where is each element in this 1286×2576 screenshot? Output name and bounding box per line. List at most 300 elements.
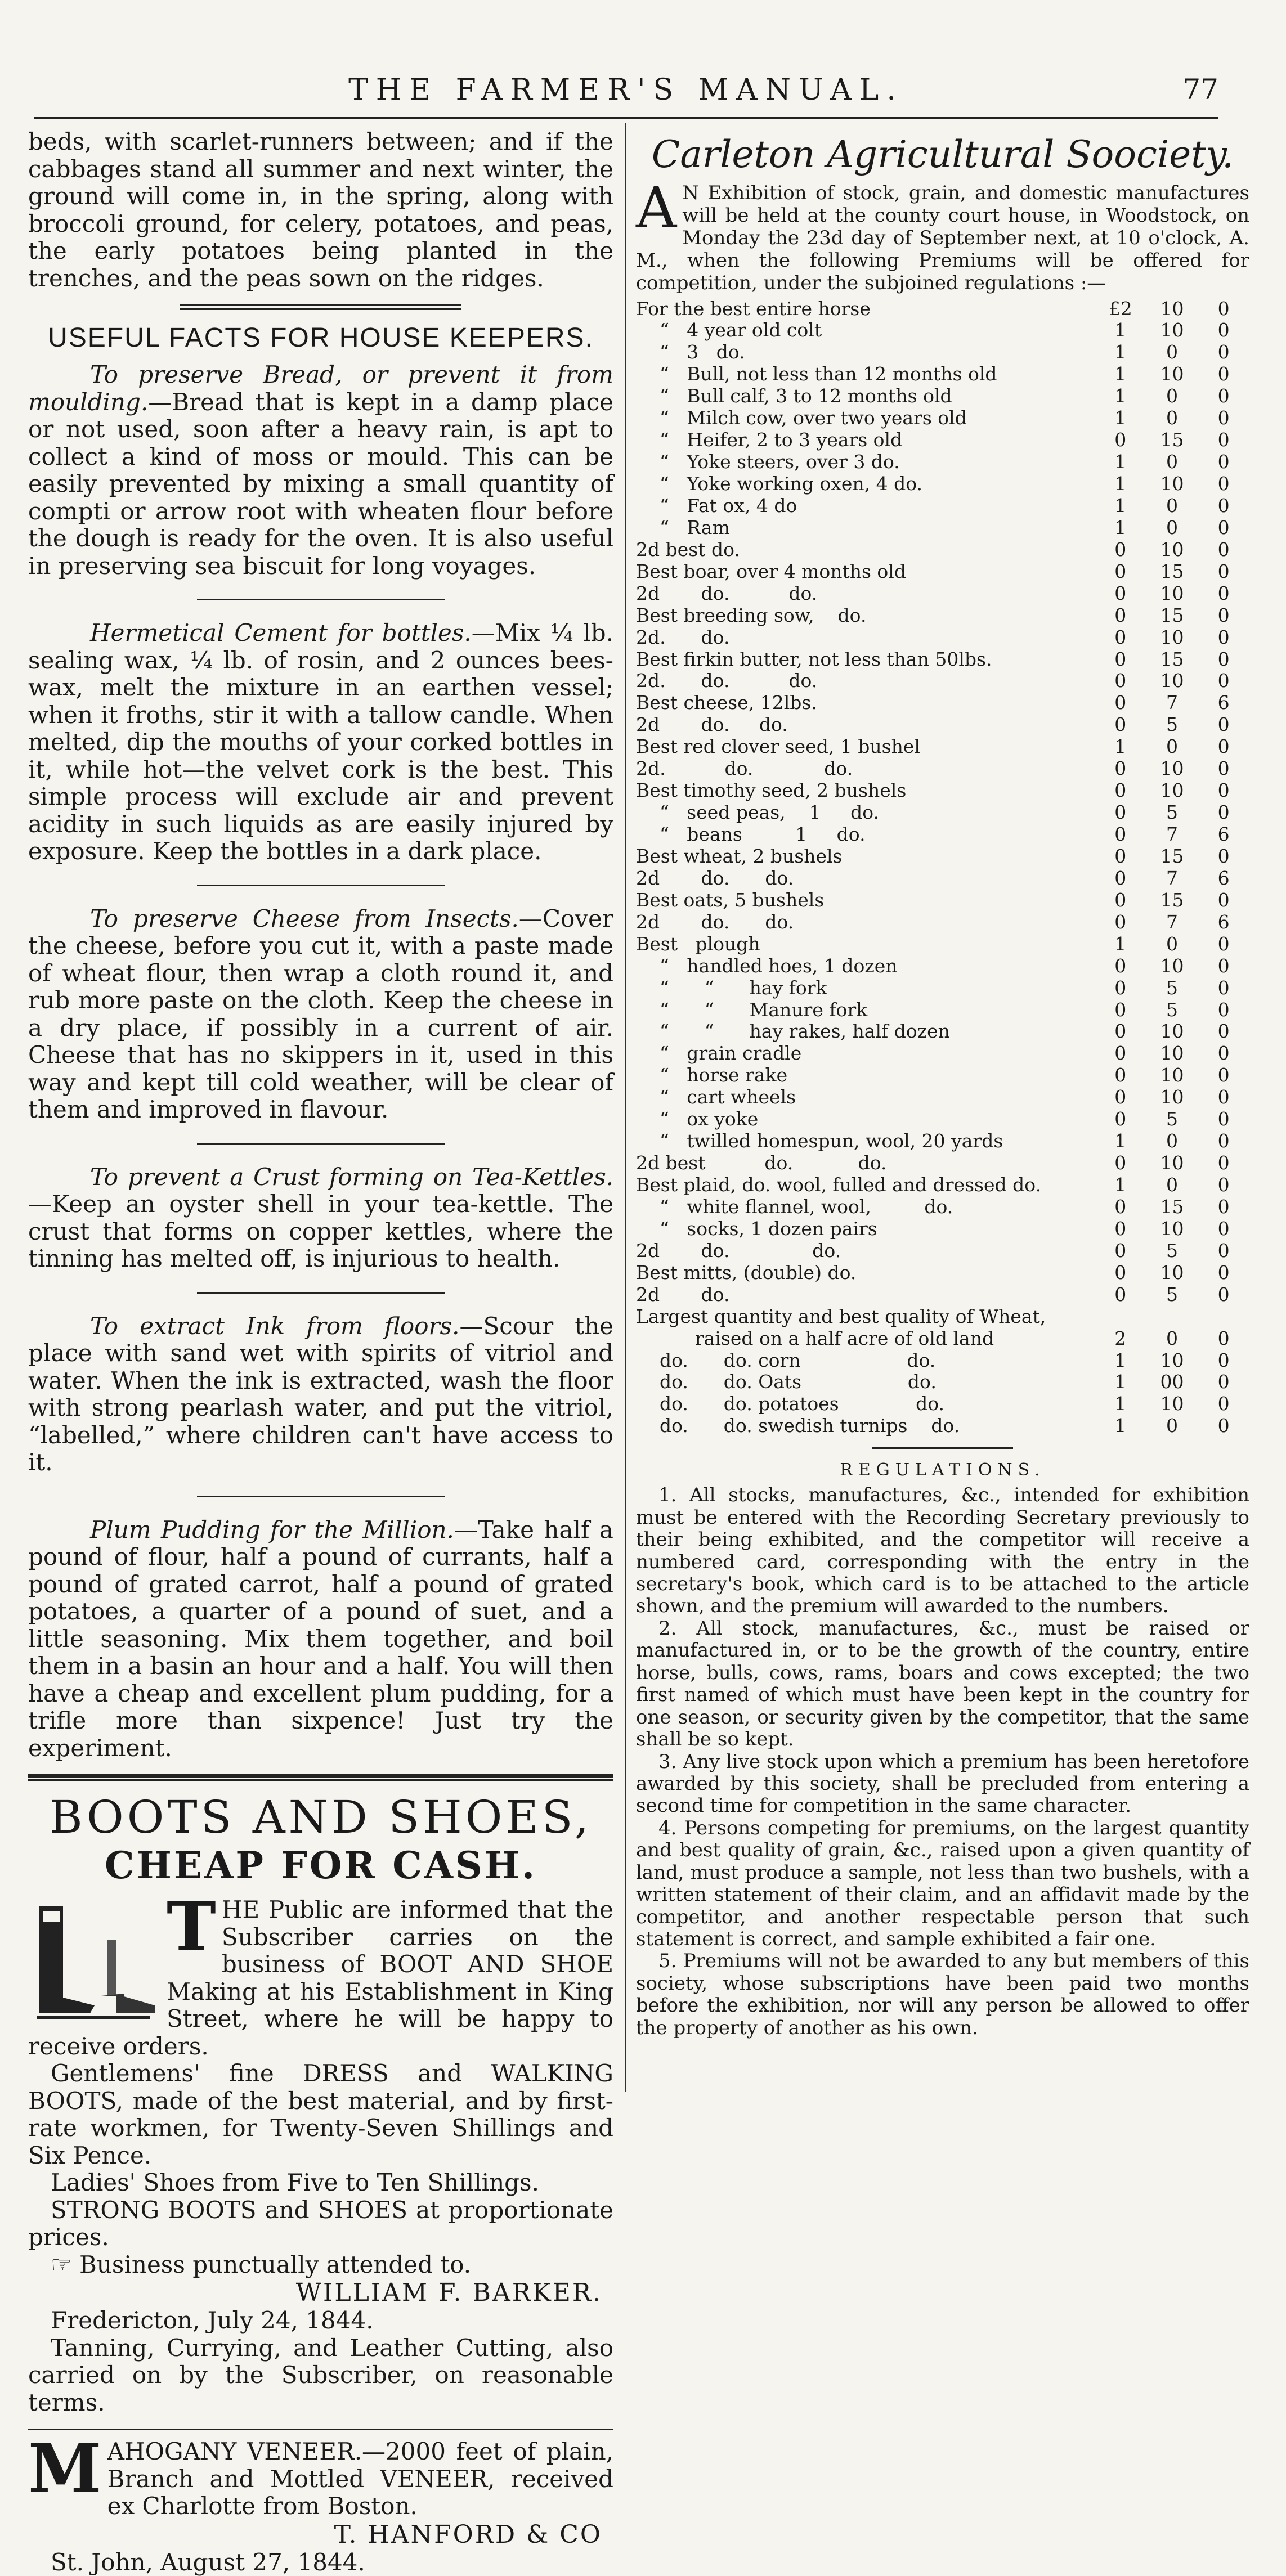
ink-text: —Scour the place with sand wet with spirits of vitriol and water. When the ink is extracted, wash the floor with strong pearlash water, and put the vitriol, “labelled,” where children can't have access to it. xyxy=(28,1312,613,1477)
premium-item: 2d do. xyxy=(636,1284,1095,1306)
premium-row xyxy=(636,451,1249,473)
regulation-item: 1. All stocks, manufactures, &c., intended for exhibition must be entered with the Recording Secretary previously to their being exhibited, and the competitor will receive a numbered card, corresponding with the entry in the secretary's book, which card is to be attached to the article shown, and the premium will awarded to the numbers. xyxy=(636,1484,1249,1618)
premium-item: “ Yoke steers, over 3 do. xyxy=(636,451,1095,473)
premium-pence: 0 xyxy=(1198,539,1249,561)
premium-row xyxy=(636,1415,1249,1437)
premium-pounds: 0 xyxy=(1095,1218,1146,1240)
premium-pounds: 0 xyxy=(1095,1240,1146,1262)
premium-pence: 0 xyxy=(1198,1393,1249,1415)
premium-row xyxy=(636,999,1249,1021)
premium-item: “ Bull calf, 3 to 12 months old xyxy=(636,385,1095,407)
premium-shillings: 0 xyxy=(1146,407,1198,429)
premium-row xyxy=(636,320,1249,342)
premium-shillings: 5 xyxy=(1146,1284,1198,1306)
premium-item: 2d. do. xyxy=(636,627,1095,649)
premium-row xyxy=(636,670,1249,692)
premium-item: 2d do. do. xyxy=(636,583,1095,605)
premium-item: “ Bull, not less than 12 months old xyxy=(636,363,1095,385)
advert-divider xyxy=(28,1774,613,1781)
premium-pence: 0 xyxy=(1198,429,1249,451)
premium-row xyxy=(636,890,1249,912)
premium-pence: 0 xyxy=(1198,934,1249,955)
premium-pounds: 1 xyxy=(1095,385,1146,407)
premium-row xyxy=(636,934,1249,955)
premium-pounds: 0 xyxy=(1095,539,1146,561)
veneer-dropcap: M xyxy=(28,2440,102,2497)
premium-pence: 0 xyxy=(1198,451,1249,473)
cement-text: —Mix ¼ lb. sealing wax, ¼ lb. of rosin, and 2 ounces bees-wax, melt the mixture in an earthen vessel; when it froths, stir it with a tallow candle. When melted, dip the mouths of your corked bottles in it, while hot—the velvet cork is the best. This simple process will exclude air and prevent acidity in such liquids as are easily injured by exposure. Keep the bottles in a dark place. xyxy=(28,619,613,865)
premium-row xyxy=(636,1196,1249,1218)
premium-shillings: 10 xyxy=(1146,1021,1198,1043)
regulations-heading: REGULATIONS. xyxy=(636,1460,1249,1480)
bread-title: To preserve Bread, or prevent it from moulding. xyxy=(28,361,613,416)
premium-item: do. do. swedish turnips do. xyxy=(636,1415,1095,1437)
premium-shillings: 10 xyxy=(1146,1152,1198,1174)
premium-item: “ Fat ox, 4 do xyxy=(636,495,1095,517)
premium-pence: 0 xyxy=(1198,363,1249,385)
premium-row xyxy=(636,1393,1249,1415)
premium-row xyxy=(636,298,1249,320)
premium-pence: 0 xyxy=(1198,1174,1249,1196)
premium-pounds: 0 xyxy=(1095,670,1146,692)
premium-pence: 0 xyxy=(1198,342,1249,363)
regulation-item: 5. Premiums will not be awarded to any but members of this society, whose subscriptions have been paid two months before the exhibition, nor will any person be allowed to offer the property of another as his own. xyxy=(636,1950,1249,2039)
premium-item: Best red clover seed, 1 bushel xyxy=(636,736,1095,758)
premium-pounds: 0 xyxy=(1095,912,1146,934)
premium-pence: 0 xyxy=(1198,320,1249,342)
boots-dropcap: T xyxy=(167,1899,216,1955)
premium-row xyxy=(636,1218,1249,1240)
bread-article xyxy=(28,361,613,580)
premium-pounds: 1 xyxy=(1095,1393,1146,1415)
premium-row xyxy=(636,1262,1249,1284)
premium-pence: 0 xyxy=(1198,517,1249,539)
premium-shillings: 5 xyxy=(1146,1109,1198,1130)
premium-row xyxy=(636,912,1249,934)
premium-pounds: 0 xyxy=(1095,1021,1146,1043)
premium-pence: 0 xyxy=(1198,977,1249,999)
premium-pence: 0 xyxy=(1198,583,1249,605)
premium-shillings: 10 xyxy=(1146,1350,1198,1372)
premium-item: Best breeding sow, do. xyxy=(636,605,1095,627)
premium-item: Best cheese, 12lbs. xyxy=(636,692,1095,714)
premium-pence: 0 xyxy=(1198,1109,1249,1130)
premium-pence: 6 xyxy=(1198,824,1249,846)
boots-business: ☞ Business punctually attended to. xyxy=(28,2251,613,2279)
premium-shillings: 10 xyxy=(1146,1043,1198,1065)
premium-pounds: 0 xyxy=(1095,977,1146,999)
premium-pence: 0 xyxy=(1198,1350,1249,1372)
premium-pence: 0 xyxy=(1198,714,1249,736)
premium-pence: 0 xyxy=(1198,736,1249,758)
premium-shillings: 5 xyxy=(1146,977,1198,999)
left-column xyxy=(28,128,613,2131)
premium-item: 2d. do. do. xyxy=(636,758,1095,780)
premium-pence: 6 xyxy=(1198,692,1249,714)
society-intro xyxy=(636,182,1249,295)
premium-item: “ Milch cow, over two years old xyxy=(636,407,1095,429)
premium-row xyxy=(636,605,1249,627)
premium-item: 2d best do. xyxy=(636,539,1095,561)
premium-row xyxy=(636,1371,1249,1393)
cheese-article xyxy=(28,905,613,1124)
premium-row xyxy=(636,736,1249,758)
premium-row xyxy=(636,517,1249,539)
premium-pounds: 0 xyxy=(1095,714,1146,736)
premium-item: Best plaid, do. wool, fulled and dressed do. xyxy=(636,1174,1095,1196)
premium-item: do. do. Oats do. xyxy=(636,1371,1095,1393)
premium-item: “ “ hay rakes, half dozen xyxy=(636,1021,1095,1043)
premium-item: 2d do. do. xyxy=(636,1240,1095,1262)
premium-shillings: 7 xyxy=(1146,868,1198,890)
premium-pence: 0 xyxy=(1198,802,1249,824)
premium-pounds: 1 xyxy=(1095,451,1146,473)
premium-row xyxy=(636,1306,1249,1328)
premium-pounds: 0 xyxy=(1095,868,1146,890)
premium-pounds: 0 xyxy=(1095,1043,1146,1065)
premium-pounds: 0 xyxy=(1095,1152,1146,1174)
premium-pence: 0 xyxy=(1198,1218,1249,1240)
premium-pence: 0 xyxy=(1198,758,1249,780)
premium-pence: 0 xyxy=(1198,1415,1249,1437)
premium-pounds: 0 xyxy=(1095,824,1146,846)
article-divider xyxy=(197,1292,445,1294)
premium-row xyxy=(636,868,1249,890)
premium-row xyxy=(636,539,1249,561)
section-divider xyxy=(872,1447,1013,1449)
premium-item: 2d best do. do. xyxy=(636,1152,1095,1174)
premium-pence: 6 xyxy=(1198,868,1249,890)
premium-row xyxy=(636,714,1249,736)
premium-shillings: 5 xyxy=(1146,802,1198,824)
premium-pence: 0 xyxy=(1198,473,1249,495)
premium-item: “ 4 year old colt xyxy=(636,320,1095,342)
premium-shillings: 10 xyxy=(1146,1065,1198,1087)
premium-item: do. do. potatoes do. xyxy=(636,1393,1095,1415)
premium-pounds: 0 xyxy=(1095,692,1146,714)
premium-shillings: 10 xyxy=(1146,298,1198,320)
premium-pounds: 1 xyxy=(1095,1371,1146,1393)
premium-item: Best plough xyxy=(636,934,1095,955)
crust-text: —Keep an oyster shell in your tea-kettle. The crust that forms on copper kettles, where the tinning has melted off, is injurious to health. xyxy=(28,1190,613,1272)
premium-pence: 0 xyxy=(1198,890,1249,912)
premium-pounds: 1 xyxy=(1095,320,1146,342)
premium-item: “ “ Manure fork xyxy=(636,999,1095,1021)
premium-pence: 0 xyxy=(1198,627,1249,649)
premium-shillings: 10 xyxy=(1146,1393,1198,1415)
premium-row xyxy=(636,780,1249,802)
premium-pence: 0 xyxy=(1198,385,1249,407)
running-title: THE FARMER'S MANUAL. xyxy=(34,73,1218,107)
premium-pounds: 0 xyxy=(1095,758,1146,780)
boots-dateline: Fredericton, July 24, 1844. xyxy=(28,2307,613,2335)
premium-shillings: 0 xyxy=(1146,1130,1198,1152)
premium-shillings xyxy=(1146,1306,1198,1328)
premium-row xyxy=(636,473,1249,495)
premium-shillings: 0 xyxy=(1146,1328,1198,1350)
premium-pence: 0 xyxy=(1198,999,1249,1021)
premium-pence: 0 xyxy=(1198,1240,1249,1262)
premium-pence: 0 xyxy=(1198,1152,1249,1174)
society-dropcap: A xyxy=(636,185,676,231)
premium-item: “ Ram xyxy=(636,517,1095,539)
ink-article xyxy=(28,1313,613,1477)
boot-illustration-icon xyxy=(28,1901,158,2025)
premium-item: “ 3 do. xyxy=(636,342,1095,363)
premium-pounds: 1 xyxy=(1095,495,1146,517)
premium-item: “ Yoke working oxen, 4 do. xyxy=(636,473,1095,495)
veneer-body xyxy=(28,2438,613,2520)
right-column xyxy=(636,128,1249,2131)
premium-pounds: 0 xyxy=(1095,429,1146,451)
premium-row xyxy=(636,1328,1249,1350)
premium-pounds: 0 xyxy=(1095,999,1146,1021)
premium-row xyxy=(636,758,1249,780)
premium-row xyxy=(636,342,1249,363)
premium-row xyxy=(636,955,1249,977)
premium-row xyxy=(636,1174,1249,1196)
premium-pounds: 0 xyxy=(1095,583,1146,605)
premium-shillings: 7 xyxy=(1146,824,1198,846)
premium-pounds: 0 xyxy=(1095,561,1146,583)
premium-shillings: 0 xyxy=(1146,1415,1198,1437)
cheese-text: —Cover the cheese, before you cut it, with a paste made of wheat flour, then wrap a cloth round it, and rub more paste on the cloth. Keep the cheese in a dry place, if possibly in a current of air. Cheese that has no skippers in it, used in this way and kept till cold weather, will be clear of them and improved in flavour. xyxy=(28,905,613,1124)
page-number: 77 xyxy=(1182,73,1218,106)
premium-shillings: 0 xyxy=(1146,736,1198,758)
premium-row xyxy=(636,1240,1249,1262)
premium-shillings: 15 xyxy=(1146,649,1198,671)
premium-item: “ beans 1 do. xyxy=(636,824,1095,846)
pudding-article xyxy=(28,1516,613,1762)
premium-shillings: 0 xyxy=(1146,451,1198,473)
intro-paragraph: beds, with scarlet-runners between; and if the cabbages stand all summer and next winter, the ground will come in, in the spring, along with broccoli ground, for celery, potatoes, and peas, the early potatoes being planted in the trenches, and the peas sown on the ridges. xyxy=(28,128,613,292)
premium-shillings: 5 xyxy=(1146,714,1198,736)
premium-pence: 0 xyxy=(1198,1284,1249,1306)
premium-pence: 0 xyxy=(1198,1371,1249,1393)
premium-shillings: 15 xyxy=(1146,429,1198,451)
premium-pence: 0 xyxy=(1198,605,1249,627)
premium-item: Best firkin butter, not less than 50lbs. xyxy=(636,649,1095,671)
boots-advertisement xyxy=(28,1791,613,2416)
premium-shillings: 0 xyxy=(1146,342,1198,363)
premium-shillings: 10 xyxy=(1146,670,1198,692)
premium-item: “ “ hay fork xyxy=(636,977,1095,999)
premium-row xyxy=(636,1284,1249,1306)
veneer-dateline: St. John, August 27, 1844. xyxy=(28,2549,613,2576)
premium-item: “ Heifer, 2 to 3 years old xyxy=(636,429,1095,451)
premium-row xyxy=(636,1152,1249,1174)
premium-row xyxy=(636,407,1249,429)
premium-item: “ twilled homespun, wool, 20 yards xyxy=(636,1130,1095,1152)
premium-row xyxy=(636,1130,1249,1152)
premium-shillings: 15 xyxy=(1146,605,1198,627)
premium-pounds: 0 xyxy=(1095,1109,1146,1130)
premium-shillings: 15 xyxy=(1146,890,1198,912)
society-intro-text: N Exhibition of stock, grain, and domestic manufactures will be held at the county court house, in Woodstock, on Monday the 23d day of September next, at 10 o'clock, A. M., when the following Premiums will be offered for competition, under the subjoined regulations :— xyxy=(636,182,1249,294)
premium-shillings: 00 xyxy=(1146,1371,1198,1393)
premium-pounds: 0 xyxy=(1095,649,1146,671)
premium-row xyxy=(636,802,1249,824)
section-divider xyxy=(180,304,461,310)
premium-shillings: 10 xyxy=(1146,955,1198,977)
premium-pounds: 1 xyxy=(1095,934,1146,955)
premium-pounds: 0 xyxy=(1095,1065,1146,1087)
premium-pence: 0 xyxy=(1198,1065,1249,1087)
premium-shillings: 10 xyxy=(1146,1218,1198,1240)
premium-item: “ grain cradle xyxy=(636,1043,1095,1065)
premium-row xyxy=(636,649,1249,671)
premium-shillings: 0 xyxy=(1146,934,1198,955)
premium-pounds: £2 xyxy=(1095,298,1146,320)
premium-item: 2d do. do. xyxy=(636,912,1095,934)
premium-item: “ socks, 1 dozen pairs xyxy=(636,1218,1095,1240)
premium-shillings: 0 xyxy=(1146,1174,1198,1196)
article-divider xyxy=(197,1496,445,1497)
premium-pounds: 1 xyxy=(1095,1130,1146,1152)
veneer-signature: T. HANFORD & CO xyxy=(28,2520,602,2549)
premium-pounds: 0 xyxy=(1095,627,1146,649)
premium-item: Best wheat, 2 bushels xyxy=(636,846,1095,868)
premium-row xyxy=(636,385,1249,407)
cement-article xyxy=(28,620,613,865)
crust-title: To prevent a Crust forming on Tea-Kettles. xyxy=(90,1163,613,1191)
premium-shillings: 10 xyxy=(1146,320,1198,342)
premium-shillings: 10 xyxy=(1146,758,1198,780)
premium-pence: 0 xyxy=(1198,1043,1249,1065)
premium-shillings: 10 xyxy=(1146,473,1198,495)
premium-shillings: 10 xyxy=(1146,363,1198,385)
premium-pounds: 1 xyxy=(1095,473,1146,495)
premium-pounds: 0 xyxy=(1095,780,1146,802)
veneer-advertisement xyxy=(28,2438,613,2576)
boots-signature: WILLIAM F. BARKER. xyxy=(28,2278,602,2307)
ink-title: To extract Ink from floors. xyxy=(90,1312,459,1340)
veneer-body-text: AHOGANY VENEER.—2000 feet of plain, Branch and Mottled VENEER, received ex Charlotte from Boston. xyxy=(107,2438,613,2520)
boots-body-text: HE Public are informed that the Subscriber carries on the business of BOOT AND SHOE Making at his Establishment in King Street, where he will be happy to receive orders. xyxy=(28,1896,613,2060)
premium-pounds: 0 xyxy=(1095,955,1146,977)
premium-shillings: 5 xyxy=(1146,999,1198,1021)
premium-pounds: 1 xyxy=(1095,363,1146,385)
running-head xyxy=(34,73,1218,118)
premium-row xyxy=(636,627,1249,649)
premium-shillings: 15 xyxy=(1146,846,1198,868)
premium-pence: 0 xyxy=(1198,670,1249,692)
premium-item: do. do. corn do. xyxy=(636,1350,1095,1372)
premium-pence: 0 xyxy=(1198,1196,1249,1218)
premium-item: For the best entire horse xyxy=(636,298,1095,320)
article-divider xyxy=(197,599,445,600)
premium-row xyxy=(636,363,1249,385)
premium-item: Best boar, over 4 months old xyxy=(636,561,1095,583)
premium-pounds: 1 xyxy=(1095,1415,1146,1437)
premium-shillings: 0 xyxy=(1146,385,1198,407)
premium-pounds: 1 xyxy=(1095,517,1146,539)
premium-pence: 0 xyxy=(1198,1021,1249,1043)
premium-pence: 0 xyxy=(1198,298,1249,320)
premium-pence: 0 xyxy=(1198,649,1249,671)
premium-row xyxy=(636,561,1249,583)
premium-pence: 0 xyxy=(1198,495,1249,517)
cement-title: Hermetical Cement for bottles. xyxy=(90,619,472,647)
premium-pence: 0 xyxy=(1198,780,1249,802)
premium-item: 2d do. do. xyxy=(636,714,1095,736)
regulation-item: 2. All stock, manufactures, &c., must be raised or manufactured in, or to be the growth of the country, entire horse, bulls, cows, rams, boars and cows excepted; the two first named of which must have been kept in the country for one season, or security given by the competitor, that the same shall be so kept. xyxy=(636,1618,1249,1751)
premium-shillings: 0 xyxy=(1146,495,1198,517)
article-divider xyxy=(197,1143,445,1145)
premium-item: raised on a half acre of old land xyxy=(636,1328,1095,1350)
article-divider xyxy=(197,885,445,886)
premium-pounds xyxy=(1095,1306,1146,1328)
crust-article xyxy=(28,1164,613,1273)
premium-shillings: 15 xyxy=(1146,1196,1198,1218)
premium-pounds: 1 xyxy=(1095,1350,1146,1372)
header-rule xyxy=(34,117,1218,119)
boots-gentlemen: Gentlemens' fine DRESS and WALKING BOOTS, made of the best material, and by first-rate workmen, for Twenty-Seven Shillings and Six Pence. xyxy=(28,2060,613,2169)
boots-tanning: Tanning, Currying, and Leather Cutting, also carried on by the Subscriber, on reasonable terms. xyxy=(28,2335,613,2417)
premium-item: “ horse rake xyxy=(636,1065,1095,1087)
premium-pence xyxy=(1198,1306,1249,1328)
premium-item: “ handled hoes, 1 dozen xyxy=(636,955,1095,977)
boots-strong: STRONG BOOTS and SHOES at proportionate prices. xyxy=(28,2197,613,2251)
premium-row xyxy=(636,1065,1249,1087)
premium-pounds: 0 xyxy=(1095,890,1146,912)
premium-pounds: 0 xyxy=(1095,802,1146,824)
premium-pence: 0 xyxy=(1198,955,1249,977)
premium-pounds: 1 xyxy=(1095,736,1146,758)
premium-pounds: 0 xyxy=(1095,1284,1146,1306)
premium-row xyxy=(636,1087,1249,1109)
premium-row xyxy=(636,692,1249,714)
premium-shillings: 10 xyxy=(1146,539,1198,561)
premium-pounds: 1 xyxy=(1095,407,1146,429)
cheese-title: To preserve Cheese from Insects. xyxy=(90,905,519,932)
premium-row xyxy=(636,1350,1249,1372)
pudding-text: —Take half a pound of flour, half a pound of currants, half a pound of grated carrot, half a pound of grated potatoes, a quarter of a pound of suet, and a little seasoning. Mix them together, and boil them in a basin an hour and a half. You will then have a cheap and excellent plum pudding, for a trifle more than sixpence! Just try the experiment. xyxy=(28,1516,613,1762)
premium-pounds: 2 xyxy=(1095,1328,1146,1350)
premium-item: Best timothy seed, 2 bushels xyxy=(636,780,1095,802)
premium-pence: 0 xyxy=(1198,1262,1249,1284)
boots-title: BOOTS AND SHOES, xyxy=(28,1791,613,1843)
premium-row xyxy=(636,824,1249,846)
premium-row xyxy=(636,583,1249,605)
premium-item: “ ox yoke xyxy=(636,1109,1095,1130)
premium-pence: 0 xyxy=(1198,846,1249,868)
premium-pounds: 1 xyxy=(1095,342,1146,363)
premium-pence: 0 xyxy=(1198,1328,1249,1350)
premium-pence: 6 xyxy=(1198,912,1249,934)
bread-text: —Bread that is kept in a damp place or not used, soon after a heavy rain, is apt to collect a kind of moss or mould. This can be easily prevented by mixing a small quantity of compti or arrow root with wheaten flour before the dough is ready for the oven. It is also useful in preserving sea biscuit for long voyages. xyxy=(28,388,613,580)
premium-row xyxy=(636,1043,1249,1065)
premium-item: Best mitts, (double) do. xyxy=(636,1262,1095,1284)
boots-subtitle: CHEAP FOR CASH. xyxy=(28,1843,613,1887)
premium-row xyxy=(636,429,1249,451)
premium-pence: 0 xyxy=(1198,1087,1249,1109)
premium-row xyxy=(636,977,1249,999)
premium-shillings: 10 xyxy=(1146,627,1198,649)
premium-shillings: 10 xyxy=(1146,1087,1198,1109)
premium-row xyxy=(636,1021,1249,1043)
premium-pounds: 0 xyxy=(1095,846,1146,868)
premium-pounds: 0 xyxy=(1095,1262,1146,1284)
premium-shillings: 7 xyxy=(1146,692,1198,714)
premium-shillings: 10 xyxy=(1146,1262,1198,1284)
premium-pounds: 1 xyxy=(1095,1174,1146,1196)
premium-item: Best oats, 5 bushels xyxy=(636,890,1095,912)
premium-pounds: 0 xyxy=(1095,1196,1146,1218)
premium-shillings: 15 xyxy=(1146,561,1198,583)
useful-facts-heading: USEFUL FACTS FOR HOUSE KEEPERS. xyxy=(28,322,613,353)
boots-ladies: Ladies' Shoes from Five to Ten Shillings. xyxy=(28,2169,613,2197)
